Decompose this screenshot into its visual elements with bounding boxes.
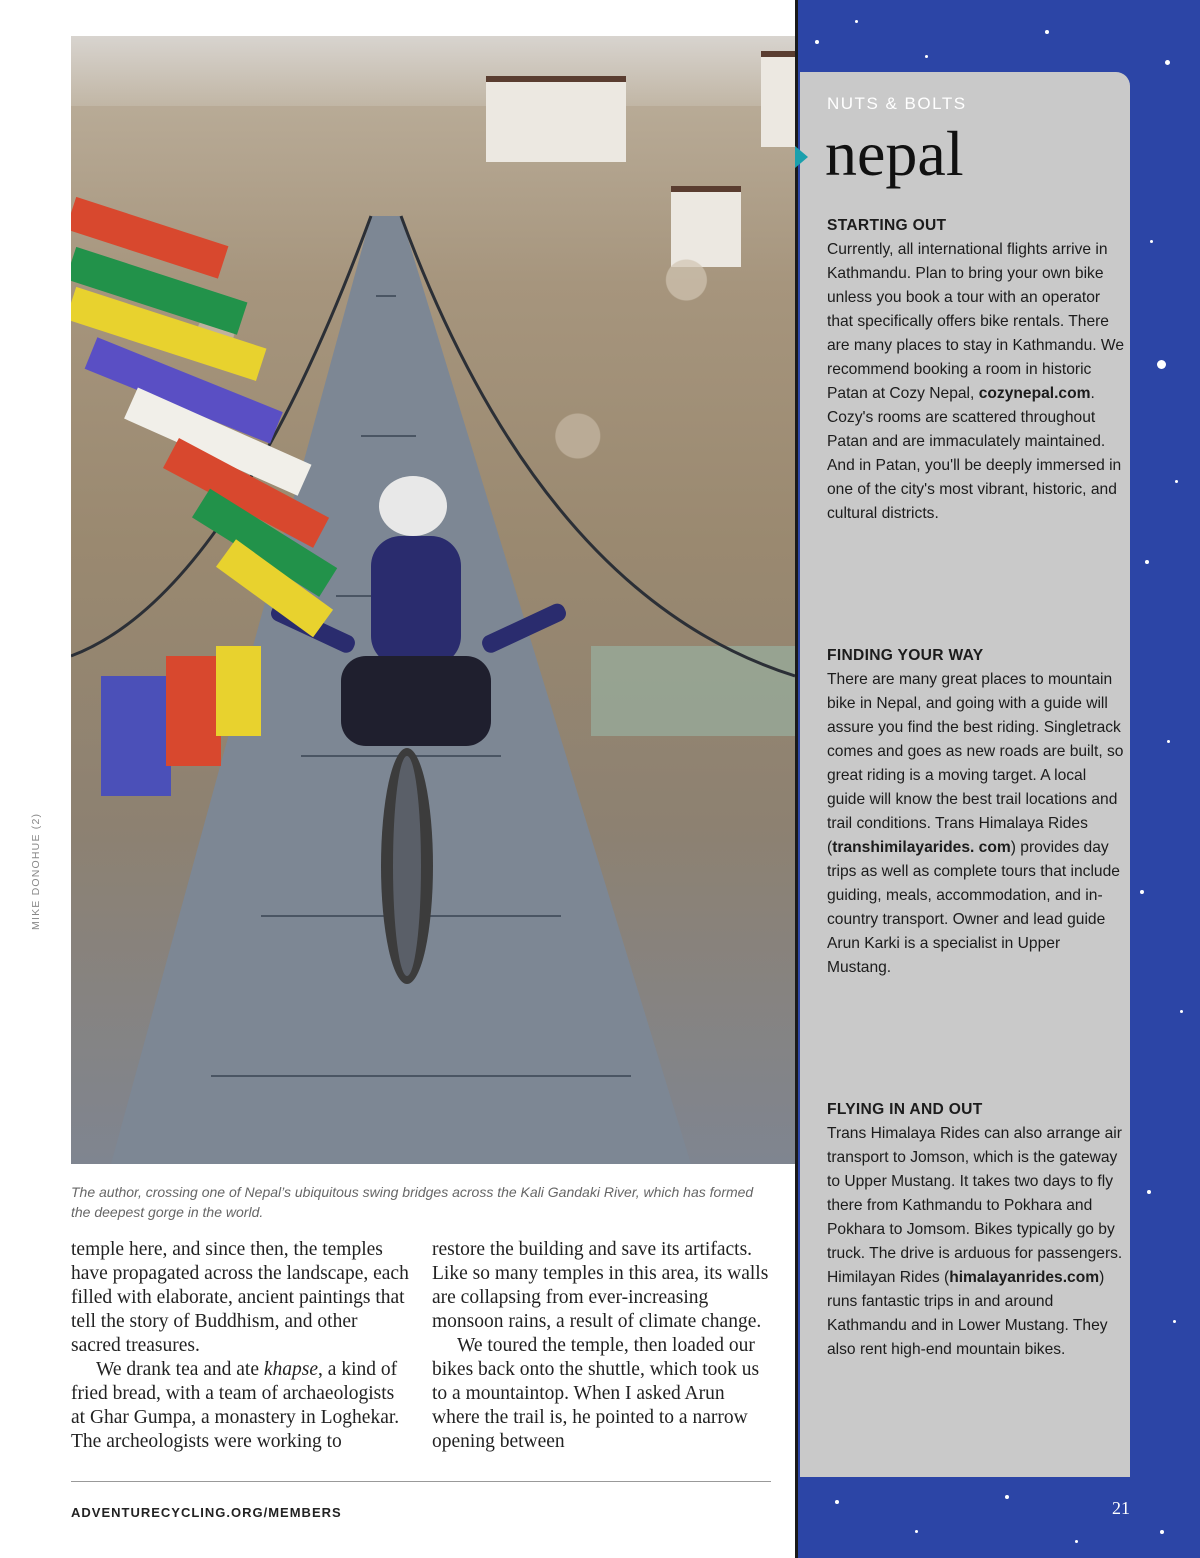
section-text: ) runs fantastic trips in and around Kathmandu and in Lower Mustang. They also rent high-end mountain bikes. <box>827 1269 1108 1358</box>
star-speck <box>855 20 858 23</box>
star-speck <box>1173 1320 1176 1323</box>
photo-caption: The author, crossing one of Nepal’s ubiquitous swing bridges across the Kali Gandaki River, which has formed the deepest gorge in the world. <box>71 1184 754 1220</box>
star-speck <box>1150 240 1153 243</box>
star-speck <box>1075 1540 1078 1543</box>
star-speck <box>1145 560 1149 564</box>
section-starting-out <box>827 214 1127 526</box>
star-speck <box>1157 360 1166 369</box>
star-speck <box>835 1500 839 1504</box>
footer-url: ADVENTURECYCLING.ORG/MEMBERS <box>71 1505 342 1520</box>
page-number: 21 <box>1112 1498 1130 1518</box>
section-text: There are many great places to mountain bike in Nepal, and going with a guide will assure you find the best riding. Singletrack comes and goes as new roads are built, so great riding is a moving target. A local guide will know the best trail locations and trail conditions. Trans Himalaya Rides ( <box>827 671 1124 856</box>
section-finding-your-way <box>827 644 1127 980</box>
star-speck <box>1045 30 1049 34</box>
star-speck <box>1160 1530 1164 1534</box>
sidebar-kicker: NUTS & BOLTS <box>827 94 967 113</box>
section-text: ) provides day trips as well as complete tours that include guiding, meals, accommodation, and in-country transport. Owner and lead guide Arun Karki is a specialist in Upper Mustang. <box>827 839 1120 976</box>
body-column-2 <box>432 1238 777 1454</box>
pointer-arrow-icon <box>795 146 808 168</box>
body-text: We drank tea and ate <box>96 1359 264 1380</box>
section-heading: FINDING YOUR WAY <box>827 647 984 664</box>
website-link: himalayanrides.com <box>949 1269 1100 1286</box>
prayer-flag <box>166 656 221 766</box>
section-body <box>827 238 1127 526</box>
website-link: cozynepal.com <box>978 385 1091 402</box>
star-speck <box>915 1530 918 1533</box>
sidebar-divider <box>795 0 798 1558</box>
body-paragraph <box>71 1358 411 1454</box>
star-speck <box>1165 60 1170 65</box>
section-text: Trans Himalaya Rides can also arrange air transport to Jomson, which is the gateway to Upper Mustang. It takes two days to fly there from Kathmandu to Pokhara and Pokhara to Jomsom. Bikes typically go by truck. The drive is arduous for passengers. Himilayan Rides ( <box>827 1125 1123 1286</box>
bridge-cyclist-photo <box>71 36 795 1164</box>
website-link: transhimilayarides. com <box>832 839 1011 856</box>
prayer-flag <box>216 646 261 736</box>
suspension-bridge <box>71 36 795 1164</box>
section-body <box>827 1122 1127 1362</box>
section-text: Currently, all international flights arrive in Kathmandu. Plan to bring your own bike unless you book a tour with an operator that specifically offers bike rentals. There are many places to stay in Kathmandu. We recommend booking a room in historic Patan at Cozy Nepal, <box>827 241 1125 402</box>
prayer-flag <box>101 676 171 796</box>
body-paragraph: temple here, and since then, the temples have propagated across the landscape, each filled with elaborate, ancient paintings that tell the story of Buddhism, and other sacred treasures. <box>71 1239 409 1356</box>
star-speck <box>1180 1010 1183 1013</box>
star-speck <box>1140 890 1144 894</box>
section-heading: FLYING IN AND OUT <box>827 1101 983 1118</box>
sidebar-title: nepal <box>825 118 964 189</box>
body-column-1 <box>71 1238 411 1454</box>
section-body <box>827 668 1127 980</box>
body-paragraph: restore the building and save its artifacts. Like so many temples in this area, its walls are collapsing from ever-increasing monsoon rains, a result of climate change. <box>432 1239 769 1332</box>
body-paragraph: We toured the temple, then loaded our bikes back onto the shuttle, which took us to a mountaintop. When I asked Arun where the trail is, he pointed to a narrow opening between <box>432 1335 760 1452</box>
star-speck <box>815 40 819 44</box>
star-speck <box>925 55 928 58</box>
star-speck <box>1175 480 1178 483</box>
star-speck <box>1005 1495 1009 1499</box>
section-heading: STARTING OUT <box>827 217 947 234</box>
section-text: . Cozy's rooms are scattered throughout Patan and are immaculately maintained. And in Patan, you'll be deeply immersed in one of the city's most vibrant, historic, and cultural districts. <box>827 385 1122 522</box>
star-speck <box>1147 1190 1151 1194</box>
section-flying-in-and-out <box>827 1098 1127 1362</box>
body-emphasis: khapse <box>263 1359 319 1380</box>
star-speck <box>1167 740 1170 743</box>
footer-rule <box>71 1481 771 1482</box>
photo-credit: MIKE DONOHUE (2) <box>30 812 42 930</box>
body-text: , a kind of fried bread, with a team of archaeologists at Ghar Gumpa, a monastery in Loghekar. The archeologists were working to <box>71 1359 400 1452</box>
